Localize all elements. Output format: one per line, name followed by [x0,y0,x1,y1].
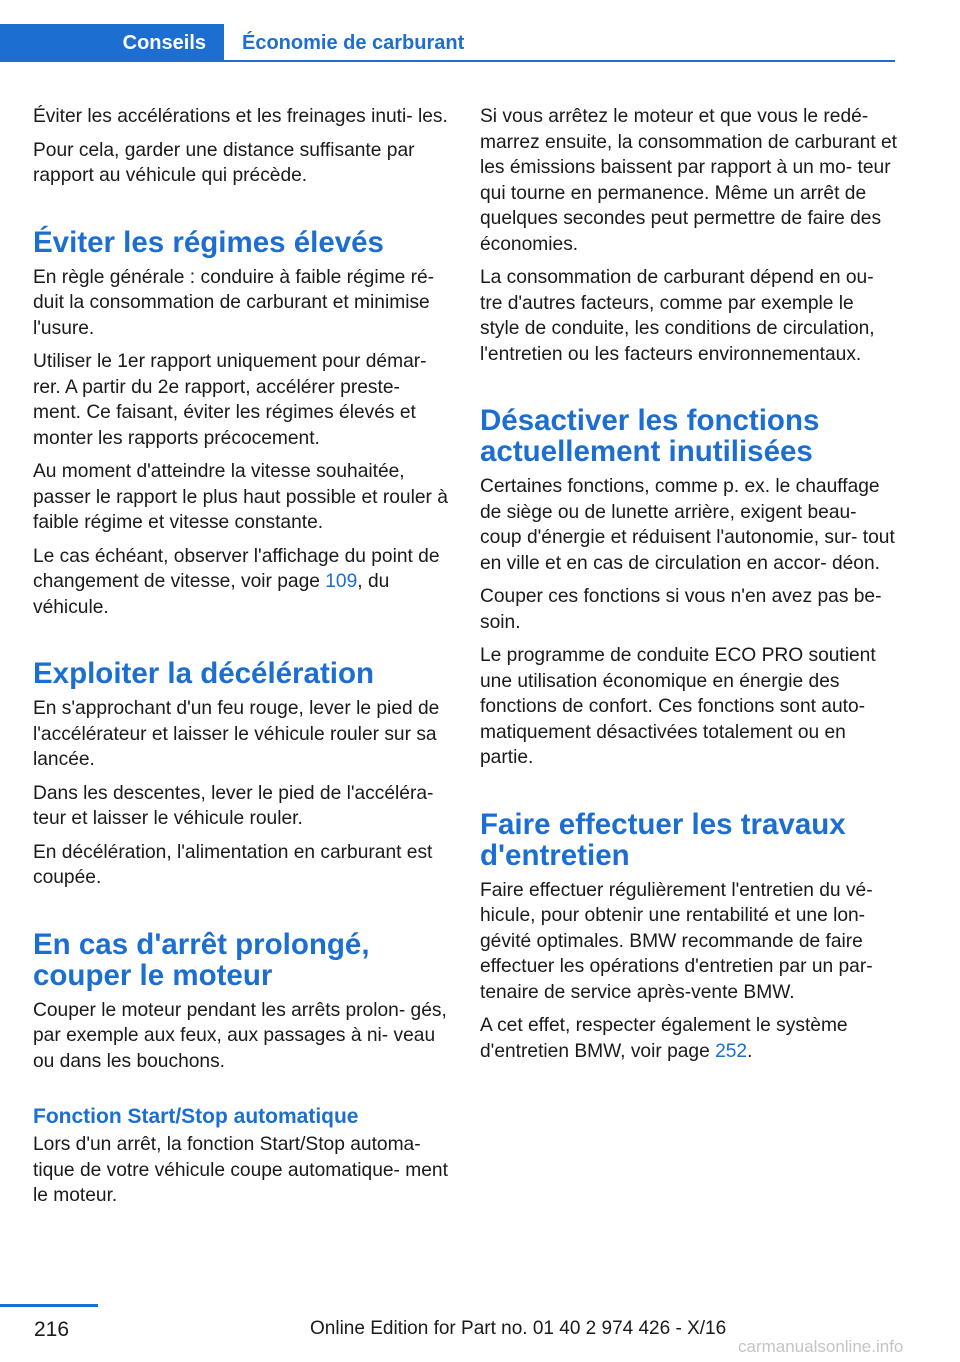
edition-notice: Online Edition for Part no. 01 40 2 974 426 - X/16 [310,1318,727,1339]
paragraph: Faire effectuer régulièrement l'entretien du vé‐ hicule, pour obtenir une rentabilité et une lon‐ gévité optimales. BMW recommande de faire effectuer les opérations d'entretien par un par‐ tenaire de service après-vente BMW. [480,879,873,1003]
paragraph: Si vous arrêtez le moteur et que vous le redé‐ marrez ensuite, la consommation de carburant et les émissions baissent par rapport à un mo‐ teur qui tourne en permanence. Même un arrêt de quelques secondes peut permettre de faire des économies. [480,106,898,255]
paragraph: Le programme de conduite ECO PRO soutient une utilisation économique en énergie des fonctions de confort. Ces fonctions sont auto‐ matiquement désactivées totalement ou en partie. [480,645,876,768]
section-heading-arret: En cas d'arrêt prolongé, couper le moteur [33,927,370,992]
paragraph: Éviter les accélérations et les freinages inuti‐ les. [33,106,448,127]
paragraph: En règle générale : conduire à faible régime ré‐ duit la consommation de carburant et minimise l'usure. [33,266,435,339]
paragraph: Dans les descentes, lever le pied de l'accéléra‐ teur et laisser le véhicule rouler. [33,782,434,829]
header-rule [224,60,895,62]
paragraph: En décélération, l'alimentation en carburant est coupée. [33,841,433,888]
section-heading-deceleration: Exploiter la décélération [33,657,375,690]
page-link-109[interactable]: 109 [325,571,358,592]
page-number: 216 [34,1318,70,1341]
section-heading-fonctions: Désactiver les fonctions actuellement inutilisées [480,404,820,468]
left-column [33,104,451,1217]
paragraph: En s'approchant d'un feu rouge, lever le pied de l'accélérateur et laisser le véhicule rouler sur sa lancée. [33,698,440,770]
paragraph-with-link: Le cas échéant, observer l'affichage du point de changement de vitesse, voir page 109, du véhicule. [33,545,440,618]
paragraph: La consommation de carburant dépend en ou‐ tre d'autres facteurs, comme par exemple le style de conduite, les conditions de circulation, l'entretien ou les facteurs environnementaux. [480,267,875,365]
right-column [480,104,898,1072]
page-link-252[interactable]: 252 [715,1040,748,1062]
paragraph: Couper le moteur pendant les arrêts prolon‐ gés, par exemple aux feux, aux passages à ni‐ veau ou dans les bouchons. [33,999,447,1072]
subsection-heading-startstop: Fonction Start/Stop automatique [33,1105,359,1128]
page-header [0,24,895,62]
paragraph: Pour cela, garder une distance suffisante par rapport au véhicule qui précède. [33,139,415,186]
paragraph-with-link: A cet effet, respecter également le système d'entretien BMW, voir page 252. [480,1015,848,1062]
section-heading-entretien: Faire effectuer les travaux d'entretien [480,807,846,872]
paragraph: Utiliser le 1er rapport uniquement pour démar‐ rer. A partir du 2e rapport, accélérer preste‐ ment. Ce faisant, éviter les régimes élevés et monter les rapports précocement. [33,351,427,449]
section-heading-regimes: Éviter les régimes élevés [33,225,384,259]
paragraph: Certaines fonctions, comme p. ex. le chauffage de siège ou de lunette arrière, exigent beau‐ coup d'énergie et réduisent l'autonomie, sur‐ tout en ville et en cas de circulation en accor‐ déon. [480,476,895,574]
paragraph: Couper ces fonctions si vous n'en avez pas be‐ soin. [480,586,882,633]
paragraph: Au moment d'atteindre la vitesse souhaitée, passer le rapport le plus haut possible et rouler à faible régime et vitesse constante. [33,461,448,533]
footer-rule [0,1304,98,1307]
header-section-title: Économie de carburant [242,31,465,54]
watermark: carmanualsonline.info [738,1337,904,1356]
paragraph: Lors d'un arrêt, la fonction Start/Stop automa‐ tique de votre véhicule coupe automatique‐ ment le moteur. [33,1134,448,1206]
header-chapter-tab: Conseils [0,24,224,62]
